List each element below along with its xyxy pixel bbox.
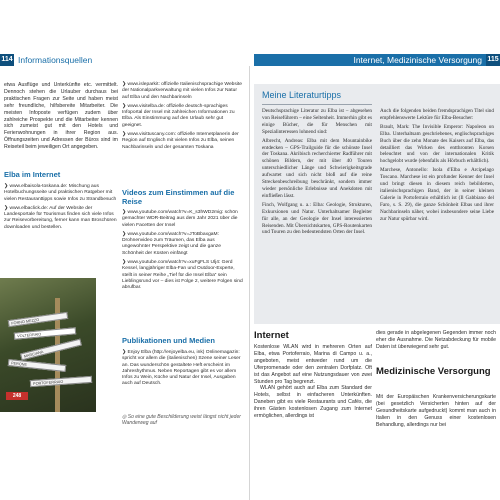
photo-caption: ◎ So eine gute Beschilderung weist längst nicht jeder Wanderweg auf bbox=[122, 414, 241, 427]
arrow-icon: ❯ bbox=[122, 260, 128, 266]
sign-perone: PERONE bbox=[8, 359, 66, 372]
publications-list bbox=[122, 350, 244, 388]
section-title-medical: Medizinische Versorgung bbox=[376, 366, 491, 377]
arrow-icon: ❯ bbox=[122, 231, 128, 237]
running-head-left: Informationsquellen bbox=[18, 55, 93, 65]
box-column-2: Auch die folgenden beiden fremdsprachigen Titel sind empfehlenswerte Lektüre für Elba-Besucher: Brault, Mark: The Invisible Emperor: Napoleon on Elba. Unterhaltsam geschriebenes, englischsprachiges Buch über die zehn Monate des Kaisers auf Elba, das detailliert das Wirken des entthronten Korsen beleuchtet und von der internationalen Kritik hochgelobt wurde (ebenfalls als Hörbuch erhältlich). Marchese, Antonello: Isola d'Elba e Arcipelago Toscano. Marchese ist ein profunder Kenner der Insel und bringt diesen in diesem reich bebilderten, italienischsprachigen Band, der in seiner kleinen Galerie in Portoferraio erhältlich ist (Il Gabbiano del Faro, s. S. 29), die ganze Schönheit Elbas und ihrer Nachbarinseln näher, wobei insbesondere seine Liebe zur Natur spürbar wird. bbox=[380, 108, 494, 222]
list-item[interactable]: ❯ www.youtube.com/watch?v=xuFgFLS Ulj4: Gerd Kessel, langjähriger Elba-Fan und Outdoor-Experte, stellt in seiner Reihe „Tief für die Insel Elba“ sein Lieblingsrund vor – dies ist Folge 2, weitere Folgen sind abrufbar. bbox=[122, 260, 243, 291]
sign-forno-mezzo: FORNO MEZZO bbox=[8, 312, 68, 327]
arrow-icon: ❯ bbox=[122, 132, 128, 138]
running-head-right-bar bbox=[254, 54, 486, 66]
section-title-publications: Publikationen und Medien bbox=[122, 336, 215, 345]
arrow-icon: ❯ bbox=[122, 82, 128, 87]
page-number-left: 114 bbox=[0, 54, 14, 66]
medical-paragraph: Mit der Europäischen Krankenversicherungskarte (bei gesetzlich Versicherten hinten auf der Gesundheitskarte aufgedruckt) kommt man auch in Italien in den Genuss einer kostenlosen Behandlung, allerdings nur bei bbox=[376, 394, 496, 428]
trail-signs-photo bbox=[0, 278, 96, 412]
gutter bbox=[249, 66, 250, 500]
sign-marciana: MARCIANA bbox=[20, 339, 82, 361]
box-title-rule bbox=[262, 104, 372, 105]
arrow-icon: ❯ bbox=[122, 210, 128, 215]
arrow-icon: ❯ bbox=[4, 205, 10, 211]
camera-icon: ◎ bbox=[122, 414, 128, 420]
internet-links-list bbox=[4, 184, 118, 231]
sign-portoferraio: PORTOFERRAIO bbox=[30, 376, 92, 387]
section-title-videos: Videos zum Einstimmen auf die Reise bbox=[122, 188, 235, 206]
section-title-internet-wlan: Internet bbox=[254, 330, 289, 341]
arrow-icon: ❯ bbox=[4, 184, 10, 189]
box-title: Meine Literaturtipps bbox=[262, 90, 342, 100]
arrow-icon: ❯ bbox=[122, 350, 128, 355]
list-item[interactable]: ❯ www.youtube.com/watch?v=JToBbaxgaM: Drohnenvideo zum Träumen, das Elba aus ungewohnter Perspektive zeigt und die ganze Schönheit der Küsten einfängt bbox=[122, 231, 221, 256]
list-item[interactable]: ❯ www.visitelba.de: offizielle deutsch-sprachiges Infoportal der Insel mit zahlreichen Informationen zu Elba. Als Einstimmung auf den Urlaub sehr gut geeignet. bbox=[122, 103, 235, 128]
intro-paragraph: etwa Ausflüge und Unterkünfte etc. vermittelt. Dennoch stehen die Urlauber durchaus bei praktischen Fragen zur Seite und haben meist sehr freundliche, hilfsbereite Mitarbeiter. Die meisten Infoposte verfügen zudem über zahlreiche Prospekte und die Mitarbeiter kennen sich zumeist gut mit den Hotels und Ferienwohnungen in ihrer Region aus. Öffnungszeiten und Adressen der Büros sind im Reiseteil beim jeweiligen Ort angegeben. bbox=[4, 82, 118, 151]
sign-number: 248 bbox=[6, 392, 28, 400]
list-item[interactable]: ❯ www.elbaisola-toskana.de: Mischung aus Hotelbuchungsseite und praktischen Ratgeber mit vielen Restauranttipps sowie Infos zu Strandbesuch bbox=[4, 184, 117, 202]
sign-volterraio: VOLTERRAIO bbox=[14, 327, 76, 339]
section-title-internet: Elba im Internet bbox=[4, 170, 61, 179]
list-item[interactable]: ❯ www.isleparkit: offizielle Italienischsprachige Website der Nationalparkverwaltung mit vielen Infos zur Natur auf Elba und den Nachbarinseln bbox=[122, 82, 242, 100]
page-number-right: 115 bbox=[486, 54, 500, 66]
internet-paragraph: Kostenlose WLAN wird in mehreren Orten auf Elba, etwa Portoferraio, Marina di Campo u. a., angeboten, meist entweder rund um die Uferpromenade oder den zentralen Dorfplatz. Oft ist das Angebot auf eine Nutzungsdauer von zwei Stunden pro Tag begrenzt. WLAN gehört auch auf Elba zum Standard der Hotels, selbst in einfacheren Unterkünften. Daneben gibt es viele Restaurants und Cafés, die ihren Gästen kostenlosen Zugang zum Internet ermöglichen, allerdings ist bbox=[254, 344, 372, 420]
list-item[interactable]: ❯ Enjoy Elba (http://enjoyelba.eu, ink) Onlinemagazin: spricht vor allem die (italienischen) Szene seiner Leser an. Das wunderschön gestaltete Heft erscheint im Jahreshythmus. Neben Reportagen gibt es vor allem Infos zu Wein, Küche und Natur der Insel, Ausgaben auch auf Deutsch. bbox=[122, 350, 241, 387]
arrow-icon: ❯ bbox=[122, 103, 128, 109]
list-item[interactable]: ❯ www.visittuscany.com: offizielle Internetplanerin der Region auf Englisch mit vielen Infos zu Elba, seinen Nachbarinseln und der gesamten Toskana bbox=[122, 132, 239, 150]
running-head-right: Internet, Medizinische Versorgung bbox=[353, 55, 482, 65]
box-column-1: Deutschsprachige Literatur zu Elba ist – abgesehen von Reiseführern – eine Seltenheit. Immerhin gibt es einige Bücher, die für Menschen mit Spezialinteressen lohnend sind: Albrecht, Andreas: Elba mit dem Mountainbike entdecken – GPS-Trailguide für die schönste Insel der Toskana. Akribisch recherchierter Radführer mit schönen Bildern, der mit über 40 Touren unterschiedlicher Länge und Schwierigkeitsgrade aufwartet und sich nicht bloß auf die reine Streckenbeschreibung beschränkt, sondern immer wieder persönliche Erlebnisse und Anekdoten mit einfließen lässt. Finch, Wolfgang u. a.: Elba: Geologie, Strukturen, Exkursionen und Natur. Unterhaltsamer Begleiter für alle, an der Geologie der Insel interessierten Reisenden. Mit Übersichtskarten, GPS-Routenkarten und Touren zu den bedeutendsten Orten der Insel. bbox=[262, 108, 372, 236]
list-item[interactable]: ❯ www.youtube.com/watch?v=K_s3hWD2mig: schön gemachter WDR-Beitrag aus dem Jahr 2021 über die vielen Facetten der Insel bbox=[122, 210, 238, 228]
literature-tips-box bbox=[254, 84, 500, 324]
portal-links-list bbox=[122, 82, 244, 151]
internet-paragraph-cont: dies gerade in abgelegenen Gegenden immer noch eher die Ausnahme. Die Netzabdeckung für mobile Daten ist überwiegend sehr gut. bbox=[376, 330, 496, 350]
list-item[interactable]: ❯ www.elbaclick.de: Auf der Website der Landesportale für Tourismus finden sich viele Infos zur Reisevorbereitung, ferner kann man Broschüren downloaden und bestellen. bbox=[4, 205, 117, 230]
video-links-list bbox=[122, 210, 244, 292]
